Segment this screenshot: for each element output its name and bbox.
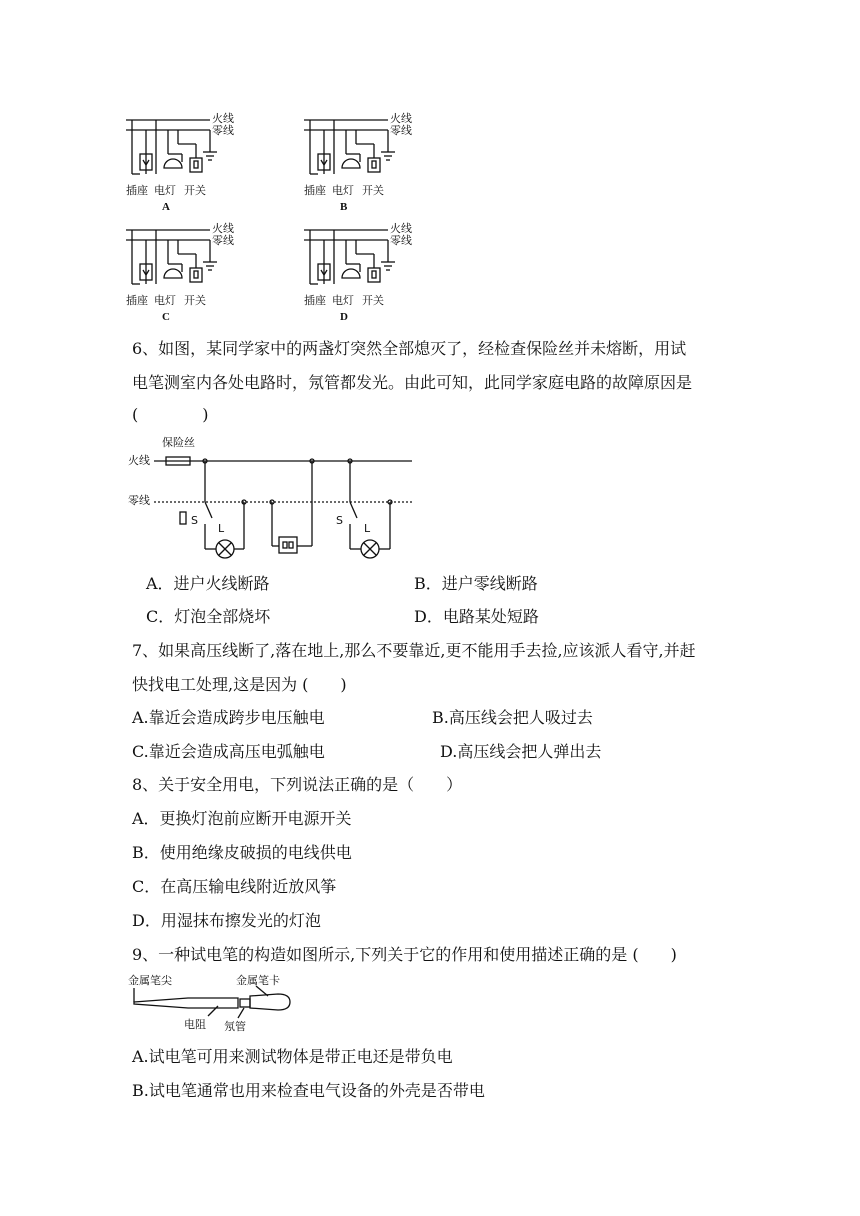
socket-label: 插座 — [304, 294, 326, 307]
option-letter: B — [340, 201, 348, 213]
q9-option-b[interactable]: B.试电笔通常也用来检查电气设备的外壳是否带电 — [132, 1081, 485, 1100]
q6-option-d[interactable]: D．电路某处短路 — [414, 607, 539, 626]
q6-stem-line3: ( ) — [132, 405, 209, 424]
q8-option-a[interactable]: A．更换灯泡前应断开电源开关 — [132, 809, 352, 828]
test-pen-figure — [128, 972, 308, 1036]
q8-option-d[interactable]: D．用湿抹布擦发光的灯泡 — [132, 911, 321, 930]
switch-label: 开关 — [184, 294, 206, 307]
neutral-wire-label: 零线 — [390, 234, 412, 247]
switch-s2-label: S — [336, 514, 343, 527]
q7-option-d[interactable]: D.高压线会把人弹出去 — [440, 742, 602, 761]
switch — [190, 158, 202, 172]
socket-box — [279, 537, 297, 553]
switch — [368, 268, 380, 282]
option-letter: C — [162, 311, 170, 323]
q9-option-a[interactable]: A.试电笔可用来测试物体是带正电还是带负电 — [132, 1047, 453, 1066]
wiring-diagram-d — [304, 220, 424, 323]
switch-s1-label: S — [191, 514, 198, 527]
wiring-diagram-b — [304, 110, 424, 213]
lamp — [342, 269, 360, 278]
q7-option-a[interactable]: A.靠近会造成跨步电压触电 — [132, 708, 325, 727]
lamp-label: 电灯 — [154, 184, 176, 197]
live-wire-label: 火线 — [212, 112, 234, 125]
lamp — [164, 159, 182, 168]
wiring-diagram-a — [126, 110, 246, 213]
q8-option-c[interactable]: C．在高压输电线附近放风筝 — [132, 877, 337, 896]
pen-tip-body — [134, 998, 238, 1008]
live-wire-label: 火线 — [212, 222, 234, 235]
switch — [190, 268, 202, 282]
neon-tube — [240, 999, 250, 1007]
q9-stem: 9、一种试电笔的构造如图所示,下列关于它的作用和使用描述正确的是 ( ) — [132, 945, 677, 964]
switch-label: 开关 — [362, 294, 384, 307]
lamp-label: 电灯 — [154, 294, 176, 307]
q6-stem-line1: 6、如图，某同学家中的两盏灯突然全部熄灭了，经检查保险丝并未熔断，用试 — [132, 339, 687, 358]
neutral-wire-label: 零线 — [212, 234, 234, 247]
switch — [368, 158, 380, 172]
lamp-label: 电灯 — [332, 184, 354, 197]
lamp-label: 电灯 — [332, 294, 354, 307]
household-circuit-figure — [128, 436, 428, 566]
pen-handle — [250, 994, 290, 1010]
q6-option-a[interactable]: A．进户火线断路 — [146, 574, 270, 593]
socket-label: 插座 — [126, 184, 148, 197]
fuse-label: 保险丝 — [162, 436, 195, 449]
resistor-label: 电阻 — [184, 1018, 206, 1031]
socket-label: 插座 — [126, 294, 148, 307]
neutral-wire-label: 零线 — [212, 124, 234, 137]
socket-gap-mark — [180, 512, 186, 524]
neutral-wire-label: 零线 — [128, 494, 150, 507]
neon-tube-label: 氖管 — [224, 1020, 246, 1033]
lamp — [342, 159, 360, 168]
metal-tip-label: 金属笔尖 — [128, 974, 172, 987]
lamp-l1-label: L — [218, 522, 225, 535]
switch-label: 开关 — [184, 184, 206, 197]
option-letter: A — [162, 201, 170, 213]
lamp-l2-label: L — [364, 522, 371, 535]
q8-stem: 8、关于安全用电，下列说法正确的是（ ） — [132, 775, 463, 794]
switch-label: 开关 — [362, 184, 384, 197]
wiring-options-figure — [0, 0, 860, 330]
wiring-diagram-c — [126, 220, 246, 323]
live-wire-label: 火线 — [128, 454, 150, 467]
q7-option-b[interactable]: B.高压线会把人吸过去 — [432, 708, 593, 727]
metal-clip-label: 金属笔卡 — [236, 974, 280, 987]
option-letter: D — [340, 311, 348, 323]
q6-stem-line2: 电笔测室内各处电路时，氖管都发光。由此可知，此同学家庭电路的故障原因是 — [132, 373, 693, 392]
lamp — [164, 269, 182, 278]
q7-option-c[interactable]: C.靠近会造成高压电弧触电 — [132, 742, 325, 761]
q6-option-b[interactable]: B．进户零线断路 — [414, 574, 538, 593]
q7-stem-line2: 快找电工处理,这是因为 ( ) — [132, 675, 347, 694]
q6-option-c[interactable]: C．灯泡全部烧坏 — [146, 607, 271, 626]
socket-label: 插座 — [304, 184, 326, 197]
live-wire-label: 火线 — [390, 222, 412, 235]
q7-stem-line1: 7、如果高压线断了,落在地上,那么不要靠近,更不能用手去捡,应该派人看守,并赶 — [132, 641, 696, 660]
live-wire-label: 火线 — [390, 112, 412, 125]
neutral-wire-label: 零线 — [390, 124, 412, 137]
q8-option-b[interactable]: B．使用绝缘皮破损的电线供电 — [132, 843, 352, 862]
